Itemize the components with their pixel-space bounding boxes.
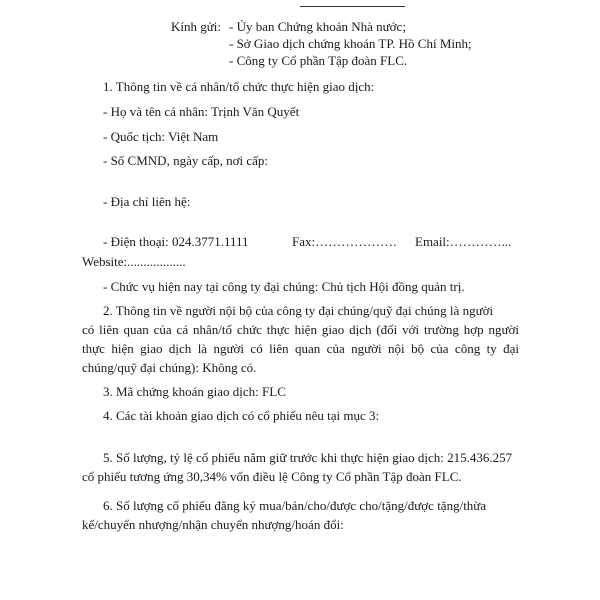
recipient-item: - Ủy ban Chứng khoán Nhà nước; xyxy=(229,19,406,34)
recipients-label: Kính gửi: xyxy=(171,19,222,34)
recipient-row-3 xyxy=(171,52,472,69)
section3-stock-code: 3. Mã chứng khoán giao dịch: FLC xyxy=(103,384,286,399)
person-name: - Họ và tên cá nhân: Trịnh Văn Quyết xyxy=(103,104,300,119)
recipient-item: - Sở Giao dịch chứng khoán TP. Hồ Chí Minh; xyxy=(229,36,472,51)
section5-text: cổ phiếu tương ứng 30,34% vốn điều lệ Công ty Cổ phần Tập đoàn FLC. xyxy=(82,469,462,484)
section2-paragraph xyxy=(82,301,519,377)
nationality: - Quốc tịch: Việt Nam xyxy=(103,129,219,144)
website-field: Website:.................. xyxy=(82,254,186,269)
recipients-block xyxy=(171,18,472,69)
fax-field: Fax:………………. xyxy=(292,234,397,249)
id-card-info: - Số CMND, ngày cấp, nơi cấp: xyxy=(103,153,269,168)
recipient-item: - Công ty Cổ phần Tập đoàn FLC. xyxy=(229,53,408,68)
section6-first-line: 6. Số lượng cổ phiếu đăng ký mua/bán/cho/được cho/tặng/được tặng/thừa xyxy=(103,498,487,513)
section2-text: có liên quan của cá nhân/tổ chức thực hiện giao dịch (đối với trường hợp người thực hiện giao dịch là người có liên quan của người nội bộ của công ty đại chúng/quỹ đại chúng): Không có. xyxy=(82,322,519,375)
contact-address: - Địa chỉ liên hệ: xyxy=(103,194,191,209)
section5-first-line: 5. Số lượng, tỷ lệ cổ phiếu nắm giữ trước khi thực hiện giao dịch: 215.436.257 xyxy=(103,450,513,465)
section6-paragraph xyxy=(82,496,519,534)
current-position: - Chức vụ hiện nay tại công ty đại chúng: Chủ tịch Hội đồng quản trị. xyxy=(103,279,465,294)
recipient-row-2 xyxy=(171,35,472,52)
recipient-row-1 xyxy=(171,18,472,35)
email-field: Email:…………... xyxy=(415,234,512,249)
section4-accounts: 4. Các tài khoản giao dịch có cổ phiếu nêu tại mục 3: xyxy=(103,408,380,423)
phone-number: - Điện thoại: 024.3771.1111 xyxy=(103,234,249,249)
section1-heading: 1. Thông tin về cá nhân/tổ chức thực hiện giao dịch: xyxy=(103,79,375,94)
section6-text: kế/chuyển nhượng/nhận chuyển nhượng/hoán đổi: xyxy=(82,517,344,532)
section5-paragraph xyxy=(82,448,519,486)
section2-first-line: 2. Thông tin về người nội bộ của công ty đại chúng/quỹ đại chúng là người xyxy=(103,303,494,318)
header-rule xyxy=(300,6,405,7)
